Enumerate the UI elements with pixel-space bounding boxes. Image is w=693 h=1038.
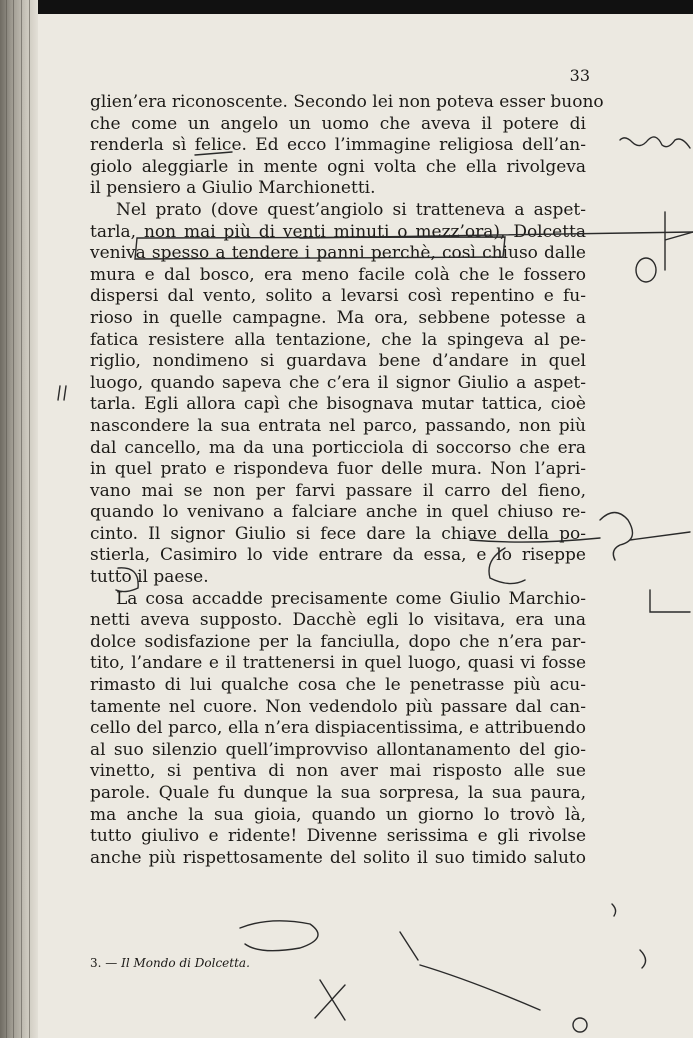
gutter-line bbox=[29, 0, 30, 1038]
text-line: parole. Quale fu dunque la sua sorpresa, la sua paura, bbox=[90, 783, 586, 803]
text-line: cinto. Il signor Giulio si fece dare la chiave della po- bbox=[90, 523, 586, 544]
text-line: dolce sodisfazione per la fanciulla, dopo che n’era par- bbox=[90, 631, 586, 652]
footer-title: Il Mondo di Dolcetta. bbox=[121, 956, 250, 970]
margin-mark-2 bbox=[665, 212, 693, 270]
text-line: glien’era riconoscente. Secondo lei non poteva esser buono bbox=[90, 92, 604, 112]
text-line: tarla. Egli allora capì che bisognava mutar tattica, cioè bbox=[90, 394, 586, 415]
text-line: rimasto di lui qualche cosa che le penetrasse più acu- bbox=[90, 675, 586, 696]
text-line: ma anche la sua gioia, quando un giorno lo trovò là, bbox=[90, 804, 586, 825]
bottom-circle bbox=[573, 1018, 587, 1032]
text-line: giolo aleggiarle in mente ogni volta che ella rivolgeva bbox=[90, 156, 586, 177]
page-number: 33 bbox=[569, 66, 590, 85]
bottom-line bbox=[420, 965, 540, 1010]
text-line: tutto giulivo e ridente! Divenne serissima e gli rivolse bbox=[90, 826, 586, 847]
text-line: vano mai se non per farvi passare il carro del fieno, bbox=[90, 480, 586, 501]
text-line: rioso in quelle campagne. Ma ora, sebbene potesse a bbox=[90, 307, 586, 328]
margin-scribble-1 bbox=[620, 137, 690, 148]
text-line: veniva spesso a tendere i panni perchè, così chiuso dalle bbox=[90, 243, 586, 264]
text-line: al suo silenzio quell’improvviso allontanamento del gio- bbox=[90, 739, 586, 760]
gutter-line bbox=[13, 0, 14, 1038]
text-line: tutto il paese. bbox=[90, 567, 209, 588]
text-line: cello del parco, ella n’era dispiacentissima, e attribuendo bbox=[90, 718, 586, 739]
circle-mente bbox=[240, 921, 318, 951]
scan-top-edge bbox=[0, 0, 693, 14]
text-line: mura e dal bosco, era meno facile colà che le fossero bbox=[90, 264, 586, 285]
footer-prefix: 3. — bbox=[90, 956, 118, 970]
text-line: dal cancello, ma da una porticciola di soccorso che era bbox=[90, 437, 586, 458]
gutter-line bbox=[21, 0, 22, 1038]
text-line: dispersi dal vento, solito a levarsi così repentino e fu- bbox=[90, 286, 586, 307]
text-line: vinetto, si pentiva di non aver mai risposto alle sue bbox=[90, 761, 586, 782]
gutter-mark bbox=[58, 386, 66, 400]
text-line: netti aveva supposto. Dacchè egli lo visitava, era una bbox=[90, 610, 586, 631]
text-line: che come un angelo un uomo che aveva il potere di bbox=[90, 113, 586, 134]
book-gutter bbox=[0, 0, 38, 1038]
text-line: anche più rispettosamente del solito il suo timido saluto bbox=[90, 847, 586, 868]
text-line: Nel prato (dove quest’angiolo si tratteneva a aspet- bbox=[116, 199, 586, 220]
gutter-line bbox=[6, 0, 7, 1038]
footer-signature bbox=[90, 956, 250, 970]
text-line: La cosa accadde precisamente come Giulio Marchio- bbox=[116, 588, 586, 609]
text-line: fatica resistere alla tentazione, che la spingeva al pe- bbox=[90, 329, 586, 350]
margin-mark-5 bbox=[650, 590, 690, 612]
body-text bbox=[90, 92, 604, 869]
text-line: riglio, nondimeno si guardava bene d’andare in quel bbox=[90, 351, 586, 372]
text-line: tito, l’andare e il trattenersi in quel luogo, quasi vi fosse bbox=[90, 653, 586, 674]
text-line: in quel prato e rispondeva fuor delle mura. Non l’apri- bbox=[90, 459, 586, 480]
mark-solito bbox=[400, 932, 418, 960]
text-line: luogo, quando sapeva che c’era il signor Giulio a aspet- bbox=[90, 372, 586, 393]
text-line: nascondere la sua entrata nel parco, passando, non più bbox=[90, 415, 586, 436]
text-line: renderla sì felice. Ed ecco l’immagine religiosa dell’an- bbox=[90, 135, 586, 156]
margin-mark-6 bbox=[612, 904, 646, 968]
text-line: il pensiero a Giulio Marchionetti. bbox=[90, 178, 376, 199]
text-line: tarla, non mai più di venti minuti o mezz’ora), Dolcetta bbox=[90, 221, 586, 242]
text-line: tamente nel cuore. Non vedendolo più passare dal can- bbox=[90, 696, 586, 717]
margin-circle-3 bbox=[636, 258, 656, 282]
margin-scribble-4 bbox=[600, 513, 690, 561]
text-line: quando lo venivano a falciare anche in quel chiuso re- bbox=[90, 502, 586, 523]
bottom-x bbox=[315, 980, 345, 1020]
text-line: stierla, Casimiro lo vide entrare da essa, e lo riseppe bbox=[90, 545, 586, 566]
